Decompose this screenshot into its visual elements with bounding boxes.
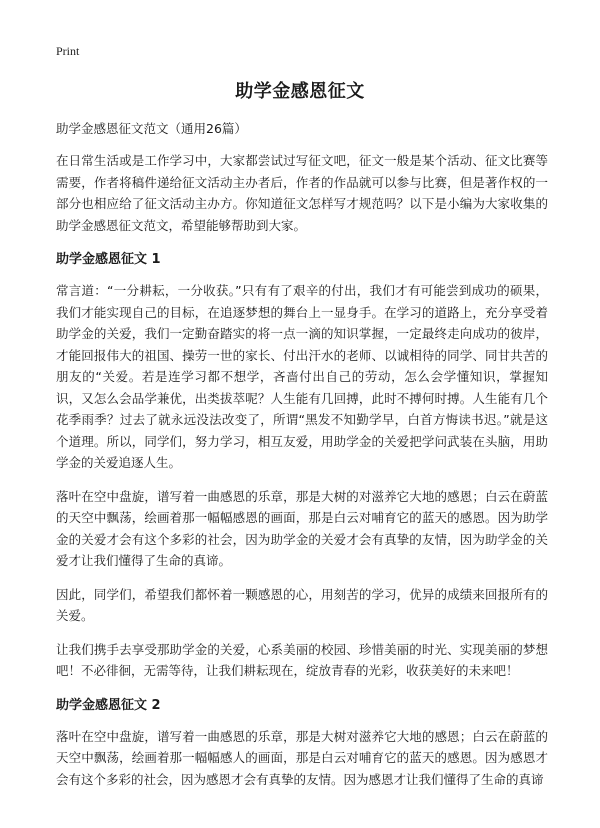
section-paragraph: 让我们携手去享受那助学金的关爱，心系美丽的校园、珍惜美丽的时光、实现美丽的梦想吧！不必徘徊，无需等待，让我们耕耘现在，绽放青春的光彩，收获美好的未来吧！: [56, 641, 548, 678]
section-heading: 助学金感恩征文 1: [56, 252, 161, 267]
section-paragraph: 落叶在空中盘旋，谱写着一曲感恩的乐章，那是大树对滋养它大地的感恩；白云在蔚蓝的天空中飘荡，绘画着那一幅幅感人的画面，那是白云对哺育它的蓝天的感恩。因为感恩才会有这个多彩的社会，因为感恩才会有真挚的友情。因为感恩才让我们懂得了生命的真谛: [56, 728, 548, 787]
document-subtitle: 助学金感恩征文范文（通用26篇）: [56, 121, 247, 136]
page-title: 助学金感恩征文: [235, 81, 365, 102]
section-paragraph: 落叶在空中盘旋，谱写着一曲感恩的乐章，那是大树的对滋养它大地的感恩；白云在蔚蓝的天空中飘荡，绘画着那一幅幅感恩的画面，那是白云对哺育它的蓝天的感恩。因为助学金的关爱才会有这个多彩的社会，因为助学金的关爱才会有真挚的友情，因为助学金的关爱才让我们懂得了生命的真谛。: [56, 488, 548, 568]
section-paragraph: 常言道：“一分耕耘，一分收获。”只有有了艰辛的付出，我们才有可能尝到成功的硕果，我们才能实现自己的目标，在追逐梦想的舞台上一显身手。在学习的道路上，充分享受着助学金的关爱，我们一定勤奋踏实的将一点一滴的知识掌握，一定最终走向成功的彼岸，才能回报伟大的祖国、操劳一世的家长、付出汗水的老师、以诚相待的同学、同甘共苦的朋友的“关爱。若是连学习都不想学，吝啬付出自己的劳动，怎么会学懂知识，掌握知识，又怎么会品学兼优，出类拔萃呢？人生能有几回搏，此时不搏何时搏。人生能有几个花季雨季？过去了就永远没法改变了，所谓“黑发不知勤学早，白首方悔读书迟。”就是这个道理。所以，同学们，努力学习，相互友爱，用助学金的关爱把学问武装在头脑，用助学金的关爱追逐人生。: [56, 283, 548, 470]
section-paragraph: 因此，同学们，希望我们都怀着一颗感恩的心，用刻苦的学习，优异的成绩来回报所有的关爱。: [56, 586, 548, 623]
section-heading: 助学金感恩征文 2: [56, 697, 161, 713]
intro-paragraph: 在日常生活或是工作学习中，大家都尝试过写征文吧，征文一般是某个活动、征文比赛等需要，作者将稿件递给征文活动主办者后，作者的作品就可以参与比赛，但是著作权的一部分也相应给了征文活动主办方。你知道征文怎样写才规范吗？以下是小编为大家收集的助学金感恩征文范文，希望能够帮助到大家。: [56, 153, 548, 233]
document-body: [56, 118, 548, 802]
print-link[interactable]: Print: [56, 44, 80, 58]
